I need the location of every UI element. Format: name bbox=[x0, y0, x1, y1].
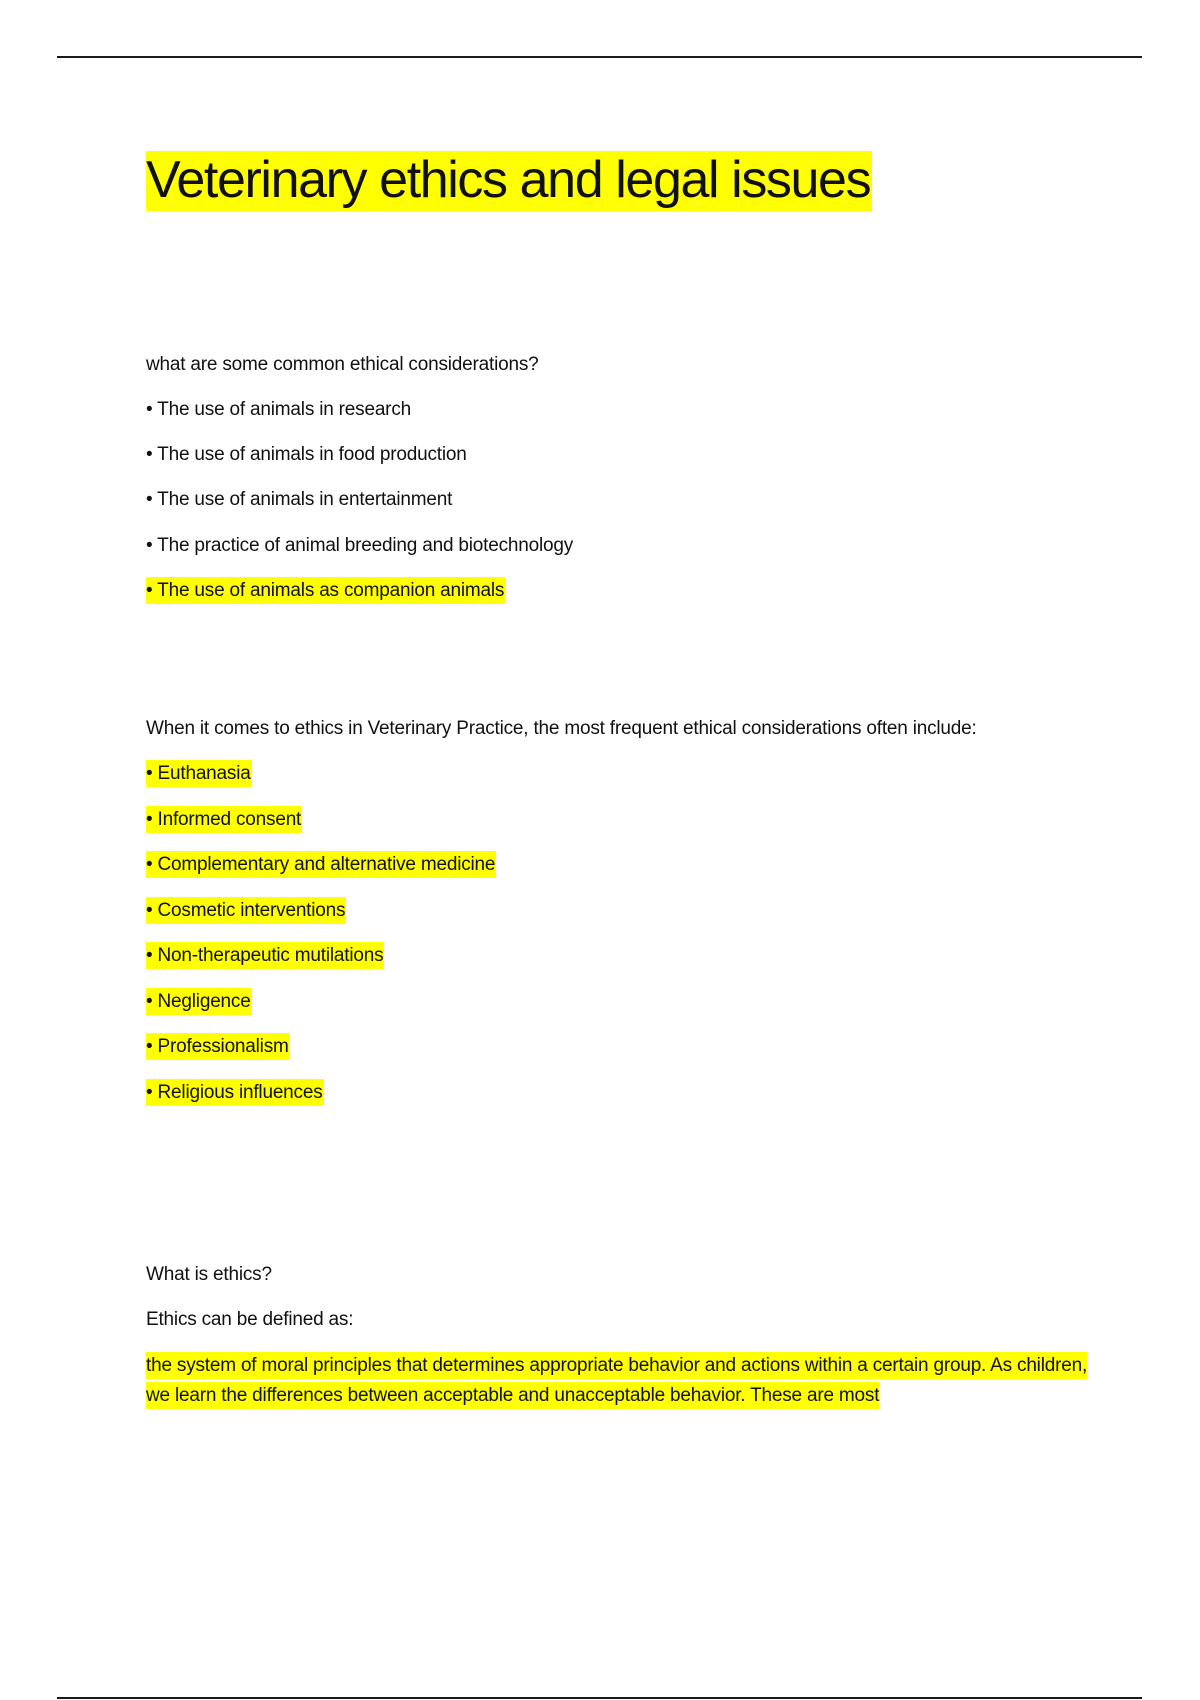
list-item: • The practice of animal breeding and biotechnology bbox=[146, 535, 574, 556]
title-highlight: Veterinary ethics and legal issues bbox=[146, 151, 871, 209]
document-title bbox=[146, 146, 872, 214]
section3-question: What is ethics? bbox=[146, 1264, 272, 1285]
bottom-rule bbox=[57, 1697, 1142, 1699]
list-item: • The use of animals in research bbox=[146, 399, 411, 420]
highlighted-text: • Negligence bbox=[146, 988, 252, 1015]
section2-intro: When it comes to ethics in Veterinary Practice, the most frequent ethical considerations often include: bbox=[146, 718, 977, 739]
list-item-highlighted bbox=[146, 1032, 290, 1062]
highlighted-text: • Professionalism bbox=[146, 1033, 290, 1060]
list-item: • The use of animals in food production bbox=[146, 444, 467, 465]
highlighted-text: • The use of animals as companion animals bbox=[146, 577, 505, 604]
highlighted-text: • Non-therapeutic mutilations bbox=[146, 942, 384, 969]
list-item-highlighted bbox=[146, 941, 384, 971]
highlighted-text: • Euthanasia bbox=[146, 760, 252, 787]
list-item-highlighted bbox=[146, 896, 346, 926]
highlighted-definition: the system of moral principles that determines appropriate behavior and actions within a certain group. As children, we learn the differences between acceptable and unacceptable behavior. These are most bbox=[146, 1352, 1087, 1409]
list-item-highlighted bbox=[146, 759, 252, 789]
list-item-highlighted bbox=[146, 850, 496, 880]
section3-lead: Ethics can be defined as: bbox=[146, 1309, 354, 1330]
top-rule bbox=[57, 56, 1142, 58]
highlighted-text: • Informed consent bbox=[146, 806, 302, 833]
highlighted-text: • Religious influences bbox=[146, 1079, 324, 1106]
section1-question: what are some common ethical considerations? bbox=[146, 354, 539, 375]
definition-paragraph bbox=[146, 1351, 1106, 1411]
list-item: • The use of animals in entertainment bbox=[146, 489, 453, 510]
list-item-highlighted bbox=[146, 576, 505, 606]
list-item-highlighted bbox=[146, 805, 302, 835]
highlighted-text: • Complementary and alternative medicine bbox=[146, 851, 496, 878]
highlighted-text: • Cosmetic interventions bbox=[146, 897, 346, 924]
list-item-highlighted bbox=[146, 1078, 324, 1108]
list-item-highlighted bbox=[146, 987, 252, 1017]
